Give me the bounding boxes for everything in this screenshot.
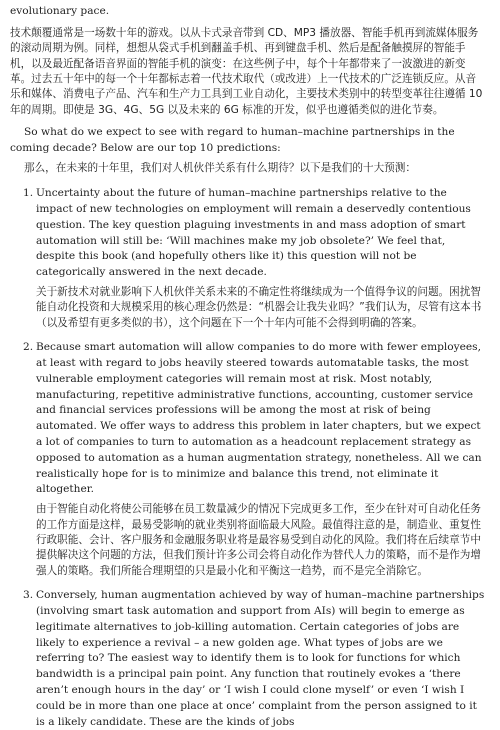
predictions-list — [10, 186, 486, 730]
so-what-paragraph: So what do we expect to see with regard to human–machine partnerships in the coming decade? Below are our top 10 predictions: — [10, 126, 455, 155]
prediction-item-3 — [10, 588, 486, 730]
prediction-number: 1. — [23, 187, 34, 200]
prediction-text-en: Uncertainty about the future of human–machine partnerships relative to the impact of new technologies on employment will remain a deservedly contentious question. The key question plaguing investments in and mass adoption of smart automation will still be: ‘Will machines make my job obsolete?’ We feel that, despite this book (and hopefully others like it) this question will not be categorically answered in the next decade. — [36, 187, 471, 279]
prediction-text-en: Conversely, human augmentation achieved by way of human–machine partnerships (involving smart task automation and support from AIs) will begin to emerge as legitimate alternatives to job-killing automation. Certain categories of jobs are likely to experience a revival – a new golden age. What types of jobs are we referring to? The easiest way to identify them is to look for functions for which bandwidth is a principal pain point. Any function that routinely evokes a ‘there aren’t enough hours in the day’ or ‘I wish I could clone myself’ or even ‘I wish I could be in more than one place at once’ complaint from the person assigned to it is a likely candidate. These are the kinds of jobs — [36, 589, 485, 728]
prediction-text-en: Because smart automation will allow companies to do more with fewer employees, at least with regard to jobs heavily steered towards automatable tasks, the most vulnerable employment categories will remain most at risk. Most notably, manufacturing, repetitive administrative functions, accounting, customer service and financial services professions will be among the most at risk of being automated. We offer ways to address this problem in later chapters, but we expect a lot of companies to turn to automation as a headcount replacement strategy as opposed to automation as a human augmentation strategy, nonetheless. All we can realistically hope for is to minimize and balance this trend, not eliminate it altogether. — [36, 341, 482, 496]
prediction-item-2 — [10, 340, 486, 579]
prediction-item-1 — [10, 186, 486, 331]
prediction-number: 3. — [23, 589, 34, 602]
cn-intro-paragraph: 技术颠覆通常是一场数十年的游戏。以从卡式录音带到 CD、MP3 播放器、智能手机再到流媒体服务的滚动周期为例。同样，想想从袋式手机到翻盖手机、再到键盘手机、然后是配备触摸屏的智能手机，以及最近配备语音界面的智能手机的演变：在这些例子中，每个十年都带来了一波激进的新变革。过去五十年中的每一个十年都标志着一代技术取代（或改进）上一代技术的广泛连锁反应。从音乐和媒体、消费电子产品、汽车和生产力工具到工业自动化，主要技术类别中的转型变革往往遵循 10 年的周期。即使是 3G、4G、5G 以及未来的 6G 标准的开发，似乎也遵循类似的进化节奏。 — [10, 26, 483, 116]
prediction-text-cn: 由于智能自动化将使公司能够在员工数量减少的情况下完成更多工作，至少在针对可自动化任务的工作方面是这样，最易受影响的就业类别将面临最大风险。最值得注意的是，制造业、重复性行政职能、会计、客户服务和金融服务职业将是最容易受到自动化的风险。我们将在后续章节中提供解决这个问题的方法，但我们预计许多公司会将自动化作为替代人力的策略，而不是作为增强人的策略。我们所能合理期望的只是最小化和平衡这一趋势，而不是完全消除它。 — [36, 503, 481, 577]
top-line: evolutionary pace. — [10, 5, 110, 17]
so-what-cn-paragraph: 那么，在未来的十年里，我们对人机伙伴关系有什么期待？以下是我们的十大预测： — [24, 161, 416, 174]
prediction-text-cn: 关于新技术对就业影响下人机伙伴关系未来的不确定性将继续成为一个值得争议的问题。困扰智能自动化投资和大规模采用的核心理念仍然是：“机器会让我失业吗？”我们认为，尽管有这本书（以及希望有更多类似的书），这个问题在下一个十年内可能不会得到明确的答案。 — [36, 286, 482, 329]
prediction-number: 2. — [23, 341, 34, 354]
